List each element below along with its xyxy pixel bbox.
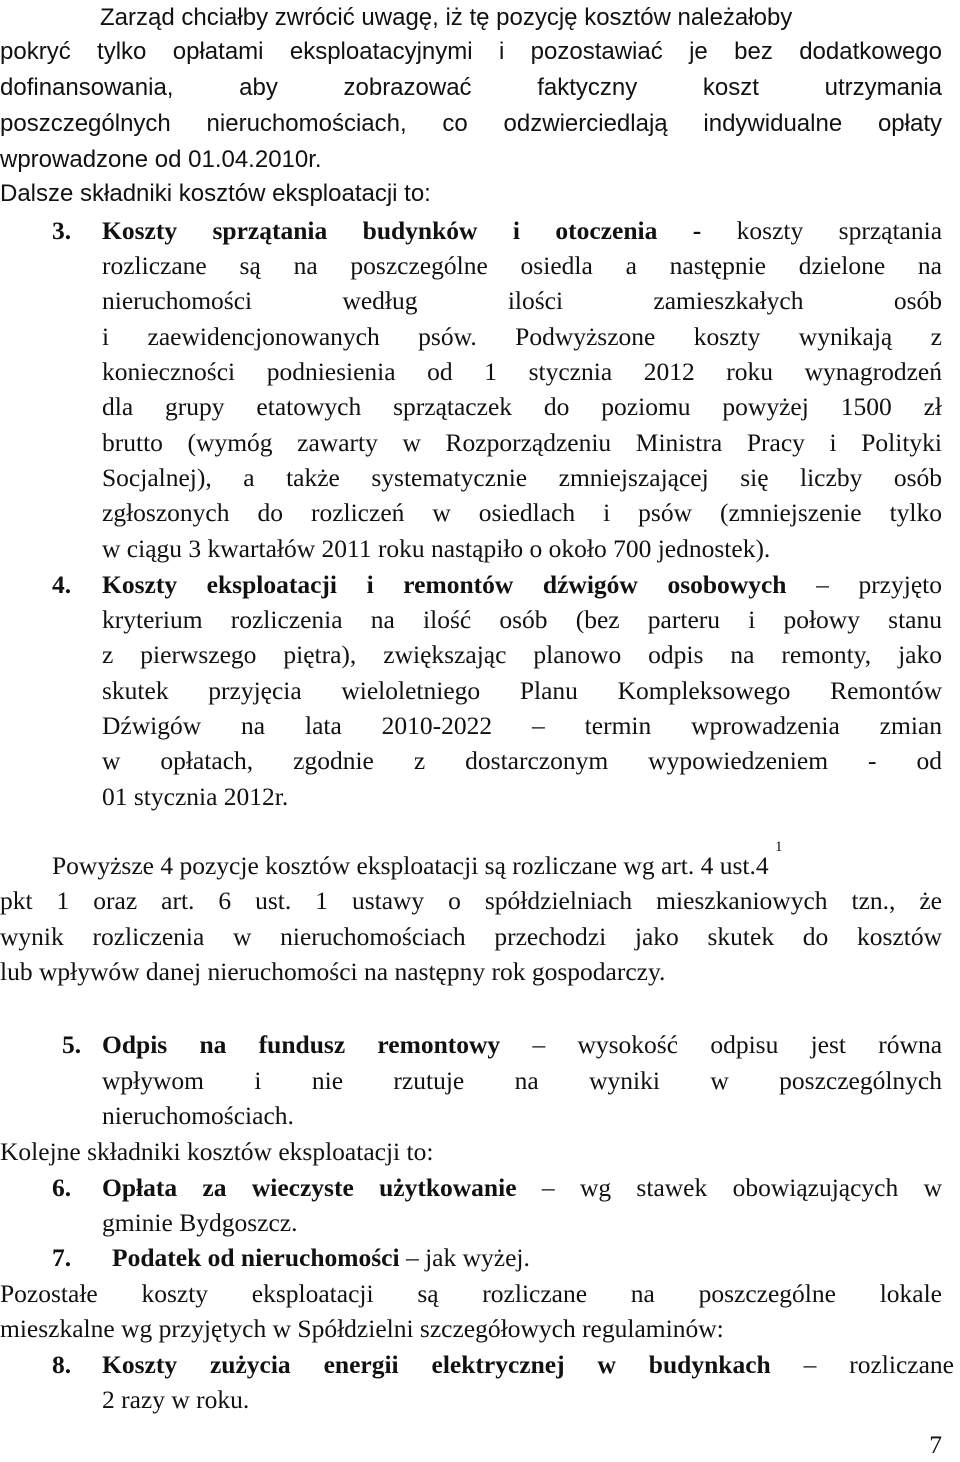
- item-line: kryterium rozliczenia na ilość osób (bez parteru i połowy stanu: [102, 605, 942, 634]
- item-title: Koszty sprzątania budynków i otoczenia -: [102, 216, 702, 245]
- item-first-line: [102, 1352, 954, 1378]
- item-line: i zaewidencjonowanych psów. Podwyższone koszty wynikają z: [102, 322, 942, 351]
- paragraph-text: Powyższe 4 pozycje kosztów eksploatacji są rozliczane wg art. 4 ust.4: [52, 851, 769, 880]
- paragraph-line: pkt 1 oraz art. 6 ust. 1 ustawy o spółdzielniach mieszkaniowych tzn., że: [0, 886, 942, 915]
- item-title: Podatek od nieruchomości: [112, 1243, 400, 1272]
- paragraph-line: lub wpływów danej nieruchomości na następny rok gospodarczy.: [0, 957, 666, 986]
- item-number: 4.: [52, 570, 72, 599]
- intro-line: wprowadzone od 01.04.2010r.: [0, 146, 322, 173]
- item-line: wpływom i nie rzutuje na wyniki w poszczególnych: [102, 1066, 942, 1095]
- item-line: dla grupy etatowych sprzątaczek do poziomu powyżej 1500 zł: [102, 392, 942, 421]
- item-text: – jak wyżej.: [405, 1243, 530, 1272]
- item-text: – przyjęto: [816, 570, 942, 599]
- footnote-superscript: 1: [774, 838, 783, 855]
- paragraph-line: mieszkalne wg przyjętych w Spółdzielni szczegółowych regulaminów:: [0, 1314, 724, 1343]
- item-text: – wysokość odpisu jest równa: [532, 1030, 943, 1059]
- item-line: Socjalnej), a także systematycznie zmniejszającej się liczby osób: [102, 463, 942, 492]
- paragraph-line: wynik rozliczenia w nieruchomościach przechodzi jako skutek do kosztów: [0, 922, 942, 951]
- item-number: 6.: [52, 1173, 72, 1202]
- item-number: 7.: [52, 1243, 72, 1272]
- item-number: 5.: [62, 1030, 82, 1059]
- item-line: 01 stycznia 2012r.: [102, 782, 289, 811]
- intro-line: poszczególnych nieruchomościach, co odzwierciedlają indywidualne opłaty: [0, 110, 942, 137]
- item-first-line: [102, 572, 942, 598]
- page-number: 7: [929, 1430, 942, 1459]
- item-first-line: [112, 1245, 530, 1271]
- item-line: w opłatach, zgodnie z dostarczonym wypowiedzeniem - od: [102, 746, 942, 775]
- item-line: brutto (wymóg zawarty w Rozporządzeniu Ministra Pracy i Polityki: [102, 428, 942, 457]
- item-line: konieczności podniesienia od 1 stycznia 2012 roku wynagrodzeń: [102, 357, 942, 386]
- item-line: rozliczane są na poszczególne osiedla a następnie dzielone na: [102, 251, 942, 280]
- item-first-line: [102, 218, 942, 244]
- item-title: Koszty eksploatacji i remontów dźwigów osobowych: [102, 570, 787, 599]
- paragraph-line: Pozostałe koszty eksploatacji są rozliczane na poszczególne lokale: [0, 1279, 942, 1308]
- subheading-further-costs: Dalsze składniki kosztów eksploatacji to:: [0, 180, 431, 207]
- item-line: nieruchomościach.: [102, 1101, 294, 1130]
- item-line: z pierwszego piętra), zwiększając planowo odpis na remonty, jako: [102, 640, 942, 669]
- item-title: Opłata za wieczyste użytkowanie: [102, 1173, 517, 1202]
- item-first-line: [102, 1032, 942, 1058]
- item-number: 3.: [52, 216, 72, 245]
- intro-line: pokryć tylko opłatami eksploatacyjnymi i pozostawiać je bez dodatkowego: [0, 38, 942, 65]
- item-line: Dźwigów na lata 2010-2022 – termin wprowadzenia zmian: [102, 711, 942, 740]
- intro-line: dofinansowania, aby zobrazować faktyczny koszt utrzymania: [0, 74, 942, 101]
- item-line: zgłoszonych do rozliczeń w osiedlach i psów (zmniejszenie tylko: [102, 498, 942, 527]
- item-number: 8.: [52, 1350, 72, 1379]
- item-line: skutek przyjęcia wieloletniego Planu Kompleksowego Remontów: [102, 676, 942, 705]
- item-line: nieruchomości według ilości zamieszkałych osób: [102, 286, 942, 315]
- item-text: – wg stawek obowiązujących w: [541, 1173, 942, 1202]
- intro-line: Zarząd chciałby zwrócić uwagę, iż tę pozycję kosztów należałoby: [100, 4, 793, 31]
- item-first-line: [102, 1175, 942, 1201]
- paragraph-first-line: [52, 838, 783, 880]
- item-line: w ciągu 3 kwartałów 2011 roku nastąpiło o około 700 jednostek).: [102, 534, 771, 563]
- item-line: 2 razy w roku.: [102, 1385, 250, 1414]
- item-title: Koszty zużycia energii elektrycznej w budynkach: [102, 1350, 771, 1379]
- subheading-next-costs: Kolejne składniki kosztów eksploatacji to:: [0, 1137, 434, 1166]
- item-line: gminie Bydgoszcz.: [102, 1208, 298, 1237]
- item-title: Odpis na fundusz remontowy: [102, 1030, 501, 1059]
- item-text: – rozliczane: [803, 1350, 954, 1379]
- item-text: koszty sprzątania: [736, 216, 943, 245]
